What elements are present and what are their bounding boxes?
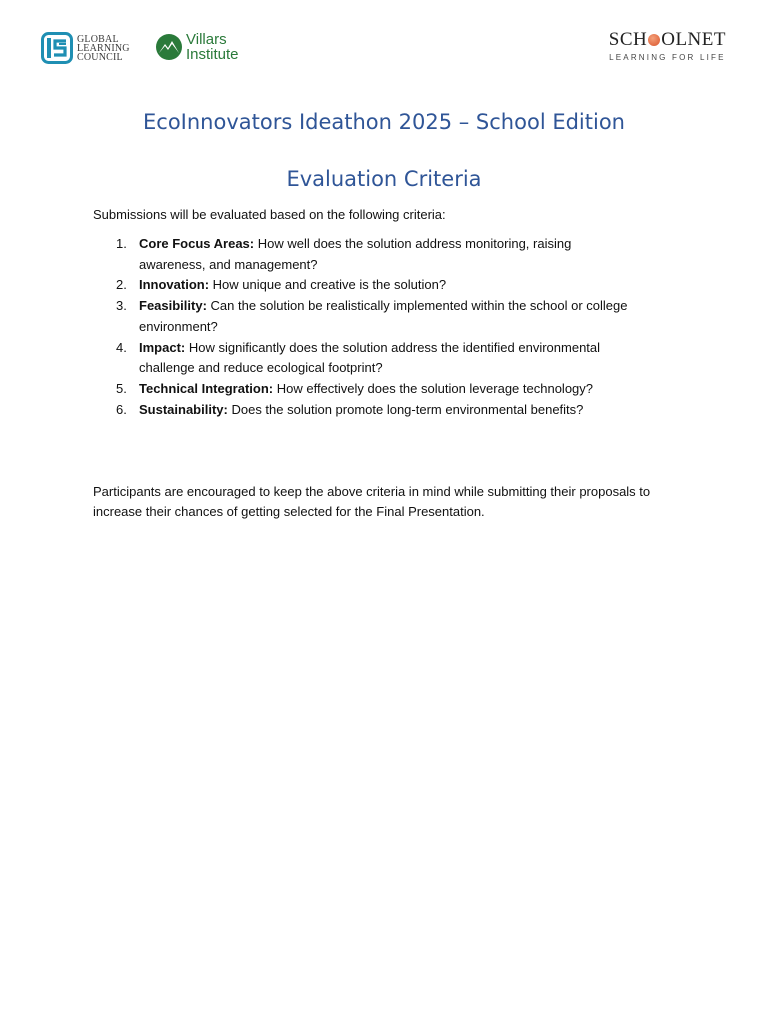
schoolnet-name-part-2: OLNET bbox=[661, 29, 726, 50]
glc-emblem-icon bbox=[41, 32, 73, 64]
intro-paragraph: Submissions will be evaluated based on the following criteria: bbox=[93, 207, 446, 222]
criteria-item bbox=[93, 379, 633, 400]
schoolnet-name-part-1: SCH bbox=[608, 29, 648, 50]
criteria-term: Sustainability: bbox=[139, 401, 228, 417]
criteria-term: Innovation: bbox=[139, 277, 210, 293]
criteria-description: How unique and creative is the solution? bbox=[209, 277, 447, 293]
closing-paragraph: Participants are encouraged to keep the above criteria in mind while submitting their proposals to increase their chances of getting selected for the Final Presentation. bbox=[93, 484, 651, 519]
criteria-description: Can the solution be realistically implemented within the school or college environment? bbox=[139, 298, 628, 334]
schoolnet-logo bbox=[609, 30, 726, 62]
glc-line-3: COUNCIL bbox=[77, 51, 123, 63]
criteria-term: Feasibility: bbox=[139, 298, 207, 314]
document-title: EcoInnovators Ideathon 2025 – School Edition bbox=[143, 110, 625, 134]
criteria-number: 1. bbox=[116, 236, 127, 251]
villars-wordmark bbox=[186, 32, 239, 62]
schoolnet-tagline: LEARNING FOR LIFE bbox=[609, 53, 726, 62]
criteria-term: Core Focus Areas: bbox=[139, 236, 255, 251]
criteria-item bbox=[93, 296, 633, 337]
document-subtitle: Evaluation Criteria bbox=[286, 167, 482, 191]
glc-wordmark bbox=[77, 35, 130, 62]
criteria-term: Impact: bbox=[139, 339, 186, 355]
glc-line-2: LEARNING bbox=[77, 42, 130, 54]
criteria-item bbox=[93, 338, 633, 379]
criteria-list bbox=[93, 234, 633, 420]
schoolnet-orange-dot-icon bbox=[648, 34, 660, 46]
villars-mountain-icon bbox=[155, 33, 183, 61]
villars-line-1: Villars bbox=[186, 31, 227, 48]
page-header bbox=[0, 30, 768, 70]
global-learning-council-logo bbox=[41, 32, 130, 64]
criteria-description: Does the solution promote long-term environmental benefits? bbox=[227, 401, 584, 417]
criteria-number: 2. bbox=[116, 277, 127, 293]
villars-line-2: Institute bbox=[186, 46, 239, 63]
criteria-description: How well does the solution address monitoring, raising awareness, and management? bbox=[139, 236, 572, 272]
criteria-number: 3. bbox=[116, 298, 127, 314]
criteria-item bbox=[93, 400, 633, 421]
criteria-number: 5. bbox=[116, 380, 127, 396]
criteria-item bbox=[93, 234, 633, 275]
criteria-item bbox=[93, 275, 633, 296]
criteria-number: 6. bbox=[116, 401, 127, 417]
criteria-term: Technical Integration: bbox=[139, 380, 274, 396]
criteria-description: How effectively does the solution leverage technology? bbox=[273, 380, 594, 396]
schoolnet-wordmark bbox=[609, 30, 726, 50]
criteria-description: How significantly does the solution address the identified environmental challenge and reduce ecological footprint? bbox=[139, 339, 601, 376]
glc-line-1: GLOBAL bbox=[77, 33, 119, 45]
villars-institute-logo bbox=[155, 32, 239, 62]
criteria-number: 4. bbox=[116, 339, 127, 355]
